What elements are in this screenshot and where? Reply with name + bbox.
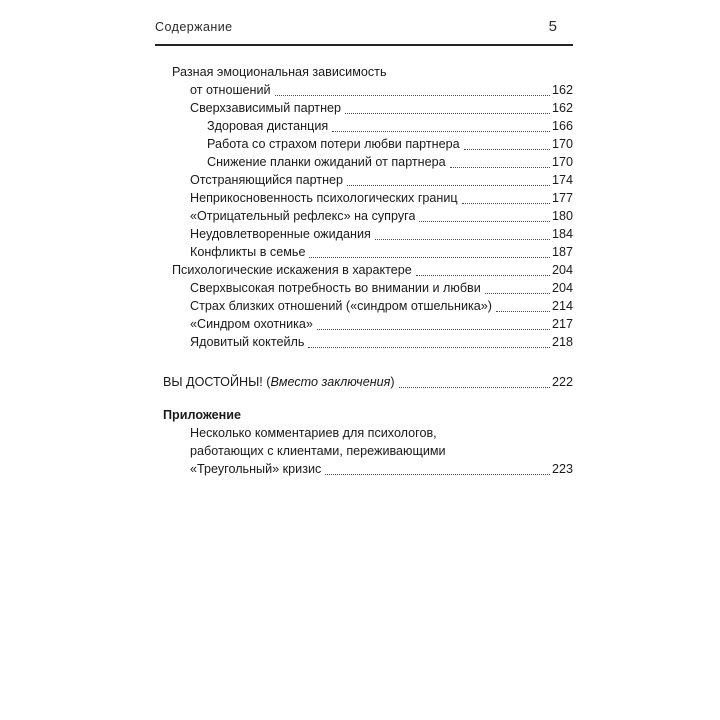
toc-entry-title: от отношений xyxy=(190,83,271,97)
dot-leader xyxy=(325,474,550,475)
appendix-line-2: работающих с клиентами, переживающими xyxy=(190,444,446,458)
appendix-heading xyxy=(155,406,573,424)
dot-leader xyxy=(317,329,550,330)
toc-entry-page: 170 xyxy=(551,155,573,169)
conclusion-title-plain: ВЫ ДОСТОЙНЫ! ( xyxy=(163,375,271,389)
toc-entry-page: 218 xyxy=(551,335,573,349)
toc-entry-title: Психологические искажения в характере xyxy=(172,263,412,277)
appendix-line-1: Несколько комментариев для психологов, xyxy=(190,426,437,440)
toc-entry-page: 166 xyxy=(551,119,573,133)
appendix-heading-label: Приложение xyxy=(163,408,241,422)
toc-entry-page: 177 xyxy=(551,191,573,205)
dot-leader xyxy=(275,95,550,96)
toc-entry xyxy=(155,63,573,81)
conclusion-title-tail: ) xyxy=(390,375,395,389)
toc-list xyxy=(155,63,573,478)
dot-leader xyxy=(419,221,550,222)
toc-entry-page: 180 xyxy=(551,209,573,223)
toc-entry-title: Сверхзависимый партнер xyxy=(190,101,342,115)
appendix-line-3: «Треугольный» кризис xyxy=(190,462,322,476)
dot-leader xyxy=(399,387,550,388)
toc-entry xyxy=(155,333,573,351)
toc-entry-title xyxy=(163,373,395,391)
toc-entry-title: Разная эмоциональная зависимость xyxy=(172,65,387,79)
toc-entry-title: Снижение планки ожиданий от партнера xyxy=(207,155,446,169)
dot-leader xyxy=(496,311,550,312)
appendix-entry-line xyxy=(155,424,573,442)
toc-entry xyxy=(155,81,573,99)
conclusion-title-italic: Вместо заключения xyxy=(270,375,391,389)
toc-entry-title: Неприкосновенность психологических границ xyxy=(190,191,458,205)
dot-leader xyxy=(308,347,550,348)
toc-entry xyxy=(155,189,573,207)
toc-entry-title: Неудовлетворенные ожидания xyxy=(190,227,371,241)
dot-leader xyxy=(347,185,550,186)
page-folio: 5 xyxy=(548,18,557,35)
toc-entry xyxy=(155,207,573,225)
running-head-title: Содержание xyxy=(155,20,233,34)
toc-entry-title: Конфликты в семье xyxy=(190,245,306,259)
toc-entry-title: Сверхвысокая потребность во внимании и любви xyxy=(190,281,481,295)
appendix-entry-line xyxy=(155,460,573,478)
dot-leader xyxy=(375,239,550,240)
dot-leader xyxy=(462,203,550,204)
toc-entry-page: 187 xyxy=(551,245,573,259)
toc-entry-page: 174 xyxy=(551,173,573,187)
dot-leader xyxy=(309,257,550,258)
toc-entry-title: Страх близких отношений («синдром отшельника») xyxy=(190,299,492,313)
section-spacer xyxy=(155,391,573,406)
running-head-rule xyxy=(155,44,573,46)
toc-entry-page: 162 xyxy=(551,83,573,97)
dot-leader xyxy=(332,131,550,132)
dot-leader xyxy=(416,275,550,276)
toc-entry xyxy=(155,261,573,279)
toc-entry-page: 223 xyxy=(551,462,573,476)
toc-entry-page: 204 xyxy=(551,281,573,295)
toc-entry xyxy=(155,279,573,297)
section-spacer xyxy=(155,351,573,373)
dot-leader xyxy=(345,113,550,114)
toc-entry xyxy=(155,153,573,171)
toc-entry xyxy=(155,225,573,243)
toc-entry-conclusion xyxy=(155,373,573,391)
dot-leader xyxy=(485,293,550,294)
running-head xyxy=(155,18,573,35)
appendix-entry-line xyxy=(155,442,573,460)
toc-entry xyxy=(155,135,573,153)
dot-leader xyxy=(464,149,550,150)
toc-entry xyxy=(155,171,573,189)
toc-entry-title: «Отрицательный рефлекс» на супруга xyxy=(190,209,416,223)
toc-entry xyxy=(155,315,573,333)
toc-entry xyxy=(155,117,573,135)
dot-leader xyxy=(450,167,550,168)
toc-entry-page: 217 xyxy=(551,317,573,331)
toc-entry-page: 222 xyxy=(551,375,573,389)
toc-entry-page: 214 xyxy=(551,299,573,313)
toc-entry-page: 204 xyxy=(551,263,573,277)
toc-entry xyxy=(155,99,573,117)
toc-entry-page: 162 xyxy=(551,101,573,115)
toc-entry-title: Здоровая дистанция xyxy=(207,119,329,133)
toc-entry-page: 184 xyxy=(551,227,573,241)
toc-entry xyxy=(155,297,573,315)
toc-entry-title: «Синдром охотника» xyxy=(190,317,313,331)
toc-entry-title: Работа со страхом потери любви партнера xyxy=(207,137,460,151)
toc-entry xyxy=(155,243,573,261)
toc-entry-page: 170 xyxy=(551,137,573,151)
toc-entry-title: Отстраняющийся партнер xyxy=(190,173,344,187)
toc-entry-title: Ядовитый коктейль xyxy=(190,335,305,349)
